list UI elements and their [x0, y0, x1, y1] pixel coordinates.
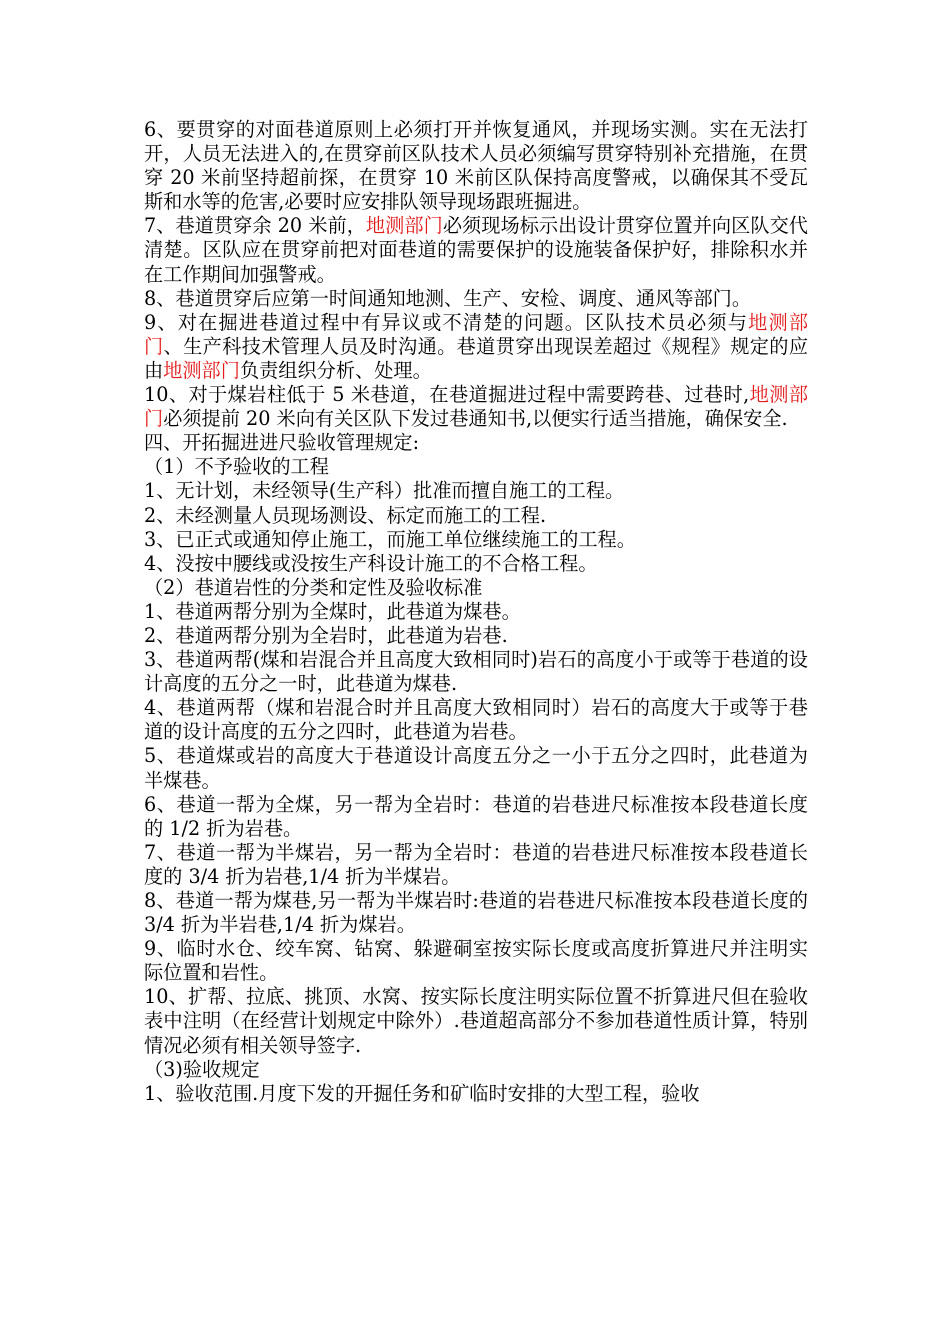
paragraph-text: 10、对于煤岩柱低于 5 米巷道，在巷道掘进过程中需要跨巷、过巷时,: [144, 383, 750, 407]
paragraph: [144, 600, 808, 624]
paragraph: [144, 1082, 808, 1106]
highlighted-term: 地测部门: [144, 383, 809, 431]
paragraph: [144, 696, 808, 744]
paragraph-text: （1）不予验收的工程: [144, 455, 329, 479]
paragraph-text: 1、验收范围.月度下发的开掘任务和矿临时安排的大型工程，验收: [144, 1081, 700, 1105]
paragraph: [144, 937, 808, 985]
paragraph: [144, 552, 808, 576]
paragraph-text: 2、未经测量人员现场测设、标定而施工的工程.: [144, 503, 547, 527]
paragraph: [144, 383, 808, 431]
paragraph-text: 8、巷道一帮为煤巷,另一帮为半煤岩时:巷道的岩巷进尺标准按本段巷道长度的 3/4 折为半岩巷,1/4 折为煤岩。: [144, 889, 808, 937]
paragraph: [144, 504, 808, 528]
paragraph: [144, 287, 808, 311]
paragraph-text: 6、巷道一帮为全煤，另一帮为全岩时：巷道的岩巷进尺标准按本段巷道长度的 1/2 折为岩巷。: [144, 792, 808, 840]
paragraph-text: 1、巷道两帮分别为全煤时，此巷道为煤巷。: [144, 599, 521, 623]
paragraph: [144, 624, 808, 648]
paragraph-text: 必须现场标示出设计贯穿位置并向区队交代清楚。区队应在贯穿前把对面巷道的需要保护的设施装备保护好，排除积水并在工作期间加强警戒。: [144, 214, 808, 286]
paragraph-text: 5、巷道煤或岩的高度大于巷道设计高度五分之一小于五分之四时，此巷道为半煤巷。: [144, 744, 808, 792]
paragraph: [144, 311, 808, 383]
paragraph-text: 7、巷道贯穿余 20 米前，: [144, 214, 366, 238]
paragraph: [144, 744, 808, 792]
paragraph: [144, 985, 808, 1057]
paragraph-text: 7、巷道一帮为半煤岩，另一帮为全岩时：巷道的岩巷进尺标准按本段巷道长度的 3/4 折为岩巷,1/4 折为半煤岩。: [144, 840, 808, 888]
paragraph-text: 负责组织分析、处理。: [239, 358, 432, 382]
paragraph: [144, 1058, 808, 1082]
paragraph: [144, 576, 808, 600]
highlighted-term: 地测部门: [365, 214, 443, 238]
paragraph-text: 3、巷道两帮(煤和岩混合并且高度大致相同时)岩石的高度小于或等于巷道的设计高度的五分之一时，此巷道为煤巷.: [144, 648, 808, 696]
paragraph: [144, 793, 808, 841]
paragraph-text: 2、巷道两帮分别为全岩时，此巷道为岩巷.: [144, 623, 508, 647]
paragraph-text: （2）巷道岩性的分类和定性及验收标准: [144, 575, 483, 599]
paragraph: [144, 214, 808, 286]
paragraph: [144, 528, 808, 552]
paragraph-text: 8、巷道贯穿后应第一时间通知地测、生产、安检、调度、通风等部门。: [144, 286, 752, 310]
paragraph-text: （3)验收规定: [144, 1057, 260, 1081]
paragraph-text: 1、无计划，未经领导(生产科）批准而擅自施工的工程。: [144, 479, 625, 503]
paragraph: [144, 455, 808, 479]
paragraph-text: 10、扩帮、拉底、挑顶、水窝、按实际长度注明实际位置不折算进尺但在验收表中注明（在经营计划规定中除外）.巷道超高部分不参加巷道性质计算，特别情况必须有相关领导签字.: [144, 985, 808, 1057]
paragraph: [144, 118, 808, 214]
paragraph-text: 、生产科技术管理人员及时沟通。巷道贯穿出现误差超过《规程》规定的应由: [144, 334, 809, 382]
paragraph: [144, 889, 808, 937]
paragraph: [144, 431, 808, 455]
paragraph-text: 6、要贯穿的对面巷道原则上必须打开并恢复通风，并现场实测。实在无法打开，人员无法进入的,在贯穿前区队技术人员必须编写贯穿特别补充措施，在贯穿 20 米前坚持超前探，在贯穿 10 米前区队保持高度警戒，以确保其不受瓦斯和水等的危害,必要时应安排队领导现场跟班掘进。: [144, 118, 808, 214]
paragraph-text: 四、开拓掘进进尺验收管理规定:: [144, 431, 420, 455]
highlighted-term: 地测部门: [144, 310, 809, 358]
paragraph-text: 4、巷道两帮（煤和岩混合时并且高度大致相同时）岩石的高度大于或等于巷道的设计高度的五分之四时，此巷道为岩巷。: [144, 696, 808, 744]
paragraph-text: 9、临时水仓、绞车窝、钻窝、躲避硐室按实际长度或高度折算进尺并注明实际位置和岩性。: [144, 937, 808, 985]
paragraph-text: 3、已正式或通知停止施工，而施工单位继续施工的工程。: [144, 527, 636, 551]
paragraph: [144, 841, 808, 889]
paragraph-text: 4、没按中腰线或没按生产科设计施工的不合格工程。: [144, 551, 598, 575]
paragraph: [144, 648, 808, 696]
paragraph: [144, 479, 808, 503]
paragraph-text: 必须提前 20 米向有关区队下发过巷通知书,以便实行适当措施，确保安全.: [163, 407, 788, 431]
document-page: [144, 118, 808, 1106]
highlighted-term: 地测部门: [163, 358, 240, 382]
paragraph-text: 9、对在掘进巷道过程中有异议或不清楚的问题。区队技术员必须与: [144, 310, 749, 334]
